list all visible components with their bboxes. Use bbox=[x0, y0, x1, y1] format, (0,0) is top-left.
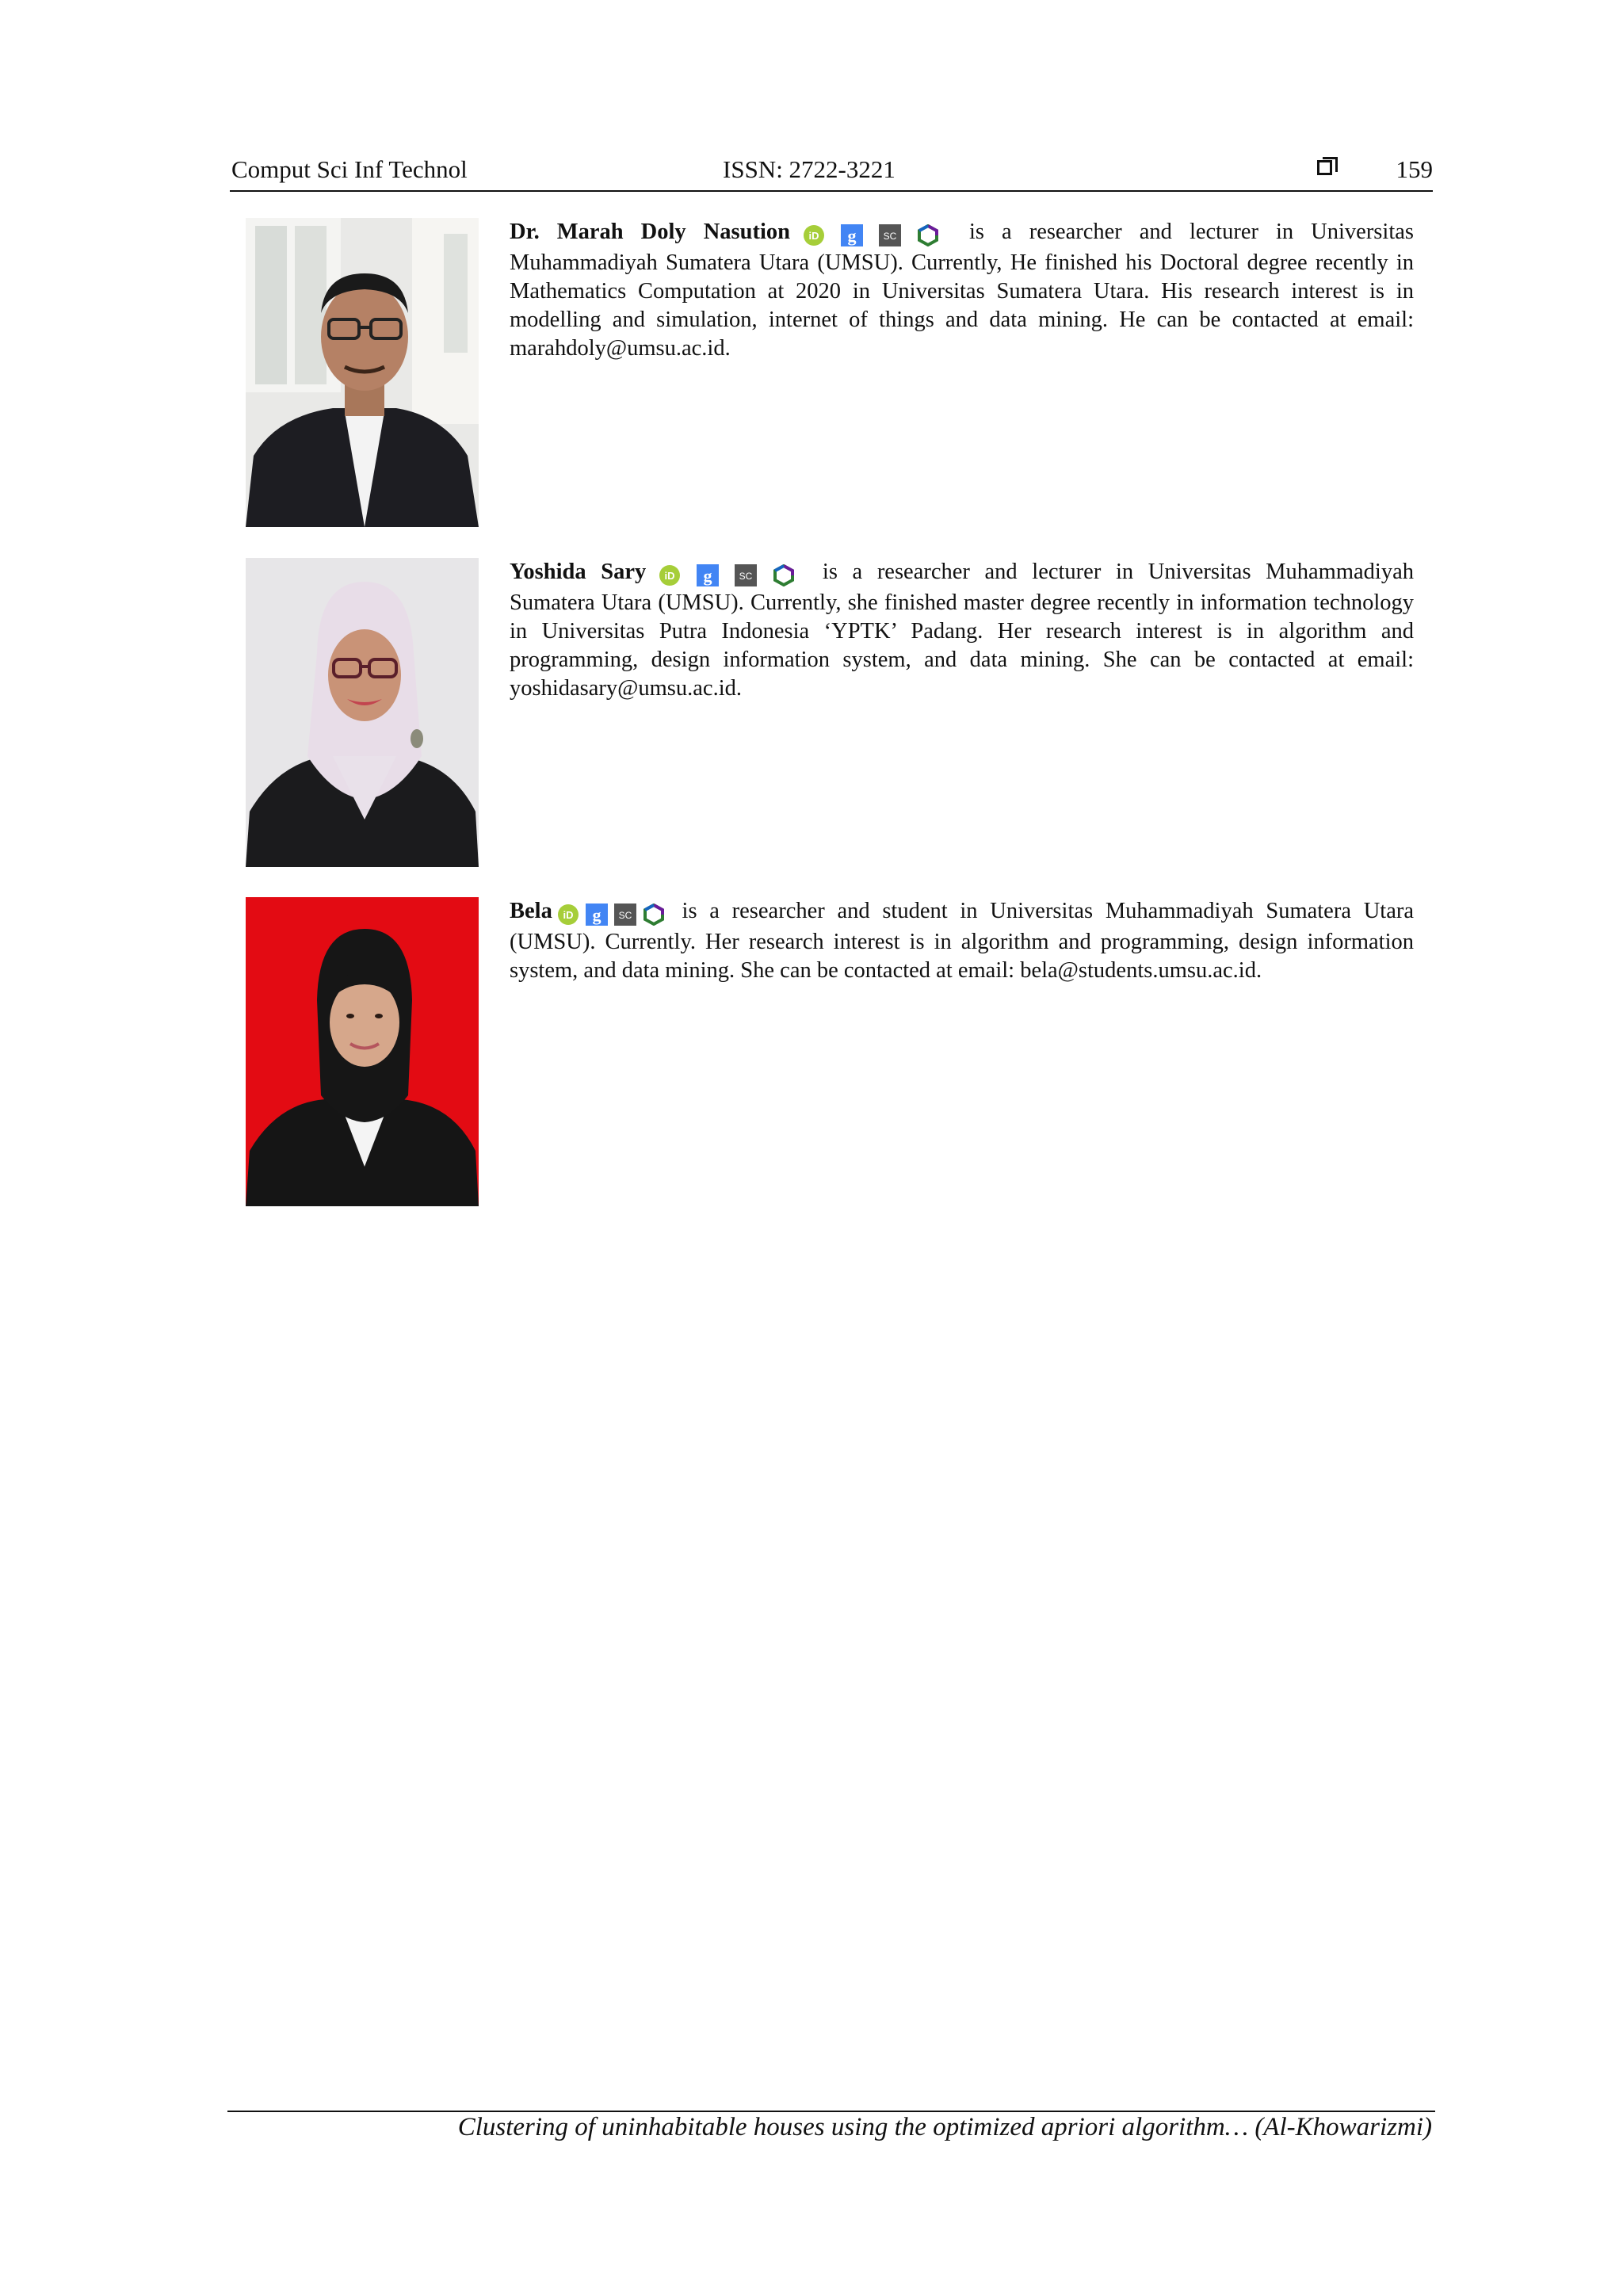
author-bio-2 bbox=[246, 558, 1419, 869]
google-scholar-icon[interactable] bbox=[586, 904, 608, 926]
scopus-icon[interactable] bbox=[614, 904, 636, 926]
footer-rule bbox=[227, 2111, 1435, 2112]
author-name-3: Bela bbox=[510, 899, 552, 923]
page-number: 159 bbox=[1396, 155, 1433, 183]
author-bio-1 bbox=[246, 218, 1419, 529]
author-name-1: Dr. Marah Doly Nasution bbox=[510, 220, 790, 244]
orcid-icon[interactable] bbox=[659, 564, 681, 586]
google-scholar-icon[interactable] bbox=[697, 564, 719, 586]
author-name-2: Yoshida Sary bbox=[510, 560, 647, 584]
svg-text:g: g bbox=[703, 566, 712, 586]
author-bio-body-2: is a researcher and lecturer in Universitas Muhammadiyah Sumatera Utara (UMSU). Currently, she finished master degree recently in information technology in Universitas Putra Indonesia ‘YPTK’ Padang. Her research interest is in algorithm and programming, design information system, and data mining. She can be contacted at email: yoshidasary@umsu.ac.id. bbox=[510, 560, 1414, 701]
svg-text:iD: iD bbox=[664, 570, 675, 583]
svg-text:g: g bbox=[592, 905, 601, 926]
author-bio-body-3: is a researcher and student in Universitas Muhammadiyah Sumatera Utara (UMSU). Currently. Her research interest is in algorithm and programming, design information system, and data mining. She can be contacted at email: bela@students.umsu.ac.id. bbox=[510, 899, 1414, 983]
google-scholar-icon[interactable] bbox=[841, 224, 863, 246]
author-photo-1 bbox=[246, 218, 479, 527]
author-profile-icons-2 bbox=[651, 560, 803, 589]
scopus-icon[interactable] bbox=[879, 224, 901, 246]
author-bio-3 bbox=[246, 897, 1419, 1208]
svg-text:SC: SC bbox=[618, 910, 632, 922]
author-bio-text-1 bbox=[510, 218, 1414, 363]
page-footer: Clustering of uninhabitable houses using the optimized apriori algorithm… (Al-Khowarizmi) bbox=[457, 2113, 1432, 2141]
author-photo-3 bbox=[246, 897, 479, 1206]
author-bio-text-3 bbox=[510, 897, 1414, 985]
page-header bbox=[230, 155, 1433, 192]
author-profile-icons-1 bbox=[795, 220, 947, 249]
author-bio-text-2 bbox=[510, 558, 1414, 703]
author-bio-body-1: is a researcher and lecturer in Universitas Muhammadiyah Sumatera Utara (UMSU). Currently, He finished his Doctoral degree recently in Mathematics Computation at 2020 in Universitas Sumatera Utara. His research interest is in modelling and simulation, internet of things and data mining. He can be contacted at email: marahdoly@umsu.ac.id. bbox=[510, 220, 1414, 361]
orcid-icon[interactable] bbox=[557, 904, 579, 926]
journal-name: Comput Sci Inf Technol bbox=[231, 155, 468, 183]
svg-text:SC: SC bbox=[739, 571, 753, 583]
publons-icon[interactable] bbox=[643, 904, 665, 926]
checkbox-square-icon bbox=[1317, 160, 1332, 175]
publons-icon[interactable] bbox=[917, 224, 939, 246]
svg-text:iD: iD bbox=[563, 909, 574, 922]
publons-icon[interactable] bbox=[773, 564, 795, 586]
svg-text:iD: iD bbox=[808, 230, 819, 243]
author-photo-2 bbox=[246, 558, 479, 867]
author-profile-icons-3 bbox=[554, 900, 668, 928]
issn: ISSN: 2722-3221 bbox=[723, 155, 896, 183]
orcid-icon[interactable] bbox=[803, 224, 825, 246]
svg-text:g: g bbox=[847, 226, 857, 246]
scopus-icon[interactable] bbox=[735, 564, 757, 586]
svg-text:SC: SC bbox=[883, 231, 897, 243]
